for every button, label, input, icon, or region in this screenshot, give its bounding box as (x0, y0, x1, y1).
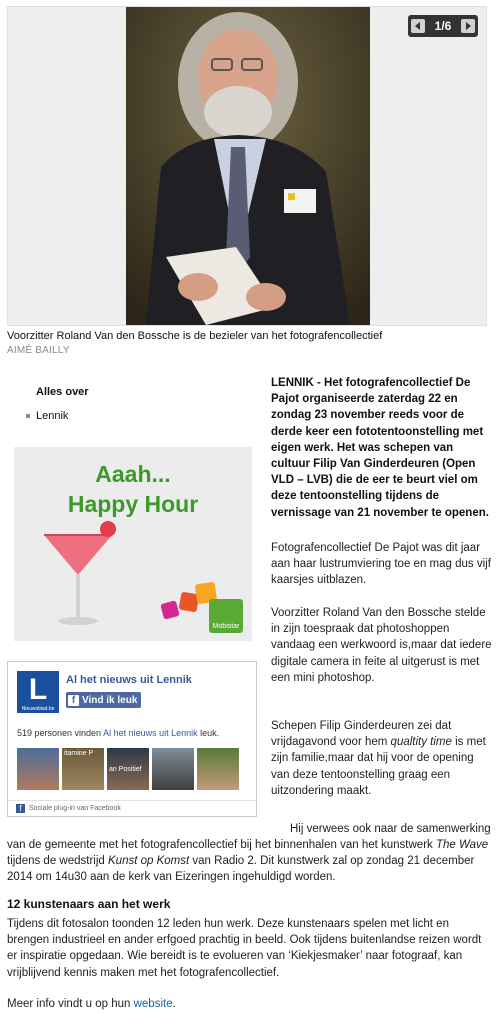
facebook-icon: f (68, 695, 79, 706)
facebook-like-box (7, 661, 257, 817)
article-location: LENNIK - (271, 377, 321, 389)
p4-text-b: tijdens de wedstrijd (7, 855, 105, 868)
p4-text-a: van de gemeente met het fotografencollectief bij het binnenhalen van het kunstwerk (7, 839, 433, 851)
gallery-counter: 1/6 (434, 19, 452, 33)
photo-gallery (7, 6, 487, 326)
website-link[interactable]: website (133, 998, 173, 1010)
p6-prefix: Meer info vindt u op hun (7, 998, 131, 1010)
p3-text-a: Schepen Filip Ginderdeuren zei dat vrijdagavond voor hem (271, 720, 452, 749)
ad-headline-2: Happy Hour (67, 491, 199, 517)
fb-plugin-footer (8, 800, 256, 816)
photo-caption: Voorzitter Roland Van den Bossche is de bezieler van het fotografencollectief (7, 330, 383, 342)
arrow-right-icon (464, 22, 472, 30)
article-paragraph-2: Voorzitter Roland Van den Bossche stelde in zijn toespraak dat photoshoppen vandaag een werkwoord is,maar dat iedere digitale camera in feite al uitgerust is met een mini photoshop. (271, 607, 492, 684)
article-subheading: 12 kunstenaars aan het werk (7, 897, 171, 911)
article-paragraph-6 (7, 996, 491, 1012)
ad-brand-logo: Mobistar (209, 599, 243, 633)
fb-face-avatar[interactable] (62, 748, 104, 790)
logo-letter: L (28, 673, 48, 706)
article-paragraph-5: Tijdens dit fotosalon toonden 12 leden hun werk. Deze kunstenaars spelen met licht en brengen industrieel en ander erfgoed prachtig in beeld. Ook tijdens buitenlandse reizen wordt er inspiratie opgedaan. Wie bereidt is te evolueren van ‘Kiekjesmaker’ naar fotograaf, kan vrijblijvend kennis maken met het fotografencollectief. (7, 918, 482, 979)
article-paragraph-4 (7, 837, 491, 886)
article-lead-text: Het fotografencollectief De Pajot organiseerde zaterdag 22 en zondag 23 november reeds voor de derde keer een fototentoonstelling met eigen werk. Het was schepen van cultuur Filip Van Ginderdeuren (Open VLD – LVB) die de eer te beurt viel om deze tentoonstelling tijdens de vernissage van 21 november te openen. (271, 377, 489, 519)
prev-button[interactable] (411, 19, 425, 33)
fb-face-avatar[interactable] (17, 748, 59, 790)
fb-like-label: Vind ik leuk (82, 694, 138, 706)
fb-count-suffix: leuk. (200, 728, 220, 738)
p3-text-b: is met zijn familie,maar dat hij voor de opening van deze tentoonstelling graag een uitzondering maakt. (271, 736, 486, 797)
nieuwsblad-logo[interactable] (17, 671, 59, 713)
advertisement[interactable] (14, 447, 252, 641)
photo-illustration (126, 7, 370, 325)
alles-over-heading: Alles over (36, 386, 89, 398)
ad-headline-1: Aaah... (95, 461, 171, 487)
photo-credit: AIMÉ BAILLY (7, 345, 70, 356)
fb-page-title[interactable]: Al het nieuws uit Lennik (66, 674, 192, 686)
p6-suffix: . (172, 998, 176, 1010)
fb-like-button[interactable] (66, 692, 141, 708)
main-photo[interactable] (126, 7, 370, 325)
topic-link-lennik[interactable] (26, 410, 68, 422)
fb-footer-label[interactable]: Sociale plug-in van Facebook (29, 805, 121, 812)
p3-italic: qualtity time (390, 736, 452, 749)
fb-faces-row (17, 748, 239, 790)
fb-count-prefix: 519 personen vinden (17, 728, 102, 738)
arrow-left-icon (414, 22, 422, 30)
article-paragraph-1: Fotografencollectief De Pajot was dit jaar aan haar lustrumviering toe en mag dus vijf kaarsjes uitblazen. (271, 542, 491, 587)
facebook-small-icon: f (16, 804, 25, 813)
fb-count-link[interactable]: Al het nieuws uit Lennik (103, 728, 198, 738)
bullet-icon (26, 414, 30, 418)
fb-face-avatar[interactable] (107, 748, 149, 790)
article-lead (271, 375, 493, 521)
gallery-pager (408, 15, 478, 37)
article-paragraph-4-start: Hij verwees ook naar de samenwerking (290, 823, 491, 835)
article-paragraph-3 (271, 718, 493, 799)
fb-face-avatar[interactable] (197, 748, 239, 790)
next-button[interactable] (461, 19, 475, 33)
fb-like-count (17, 728, 219, 738)
topic-label: Lennik (36, 410, 69, 422)
logo-subtext: Nieuwsblad.be (21, 706, 55, 712)
p4-italic-2: Kunst op Komst (108, 855, 190, 868)
p4-text-c: van Radio 2. Dit kunstwerk zal op zondag 21 december 2014 om 14u30 aan de kerk van Eizeringen ingehuldigd worden. (7, 855, 475, 884)
p4-italic-1: The Wave (435, 839, 489, 851)
fb-face-label: an Positief (109, 766, 142, 773)
fb-face-label: itamine P (64, 750, 94, 757)
fb-face-avatar[interactable] (152, 748, 194, 790)
